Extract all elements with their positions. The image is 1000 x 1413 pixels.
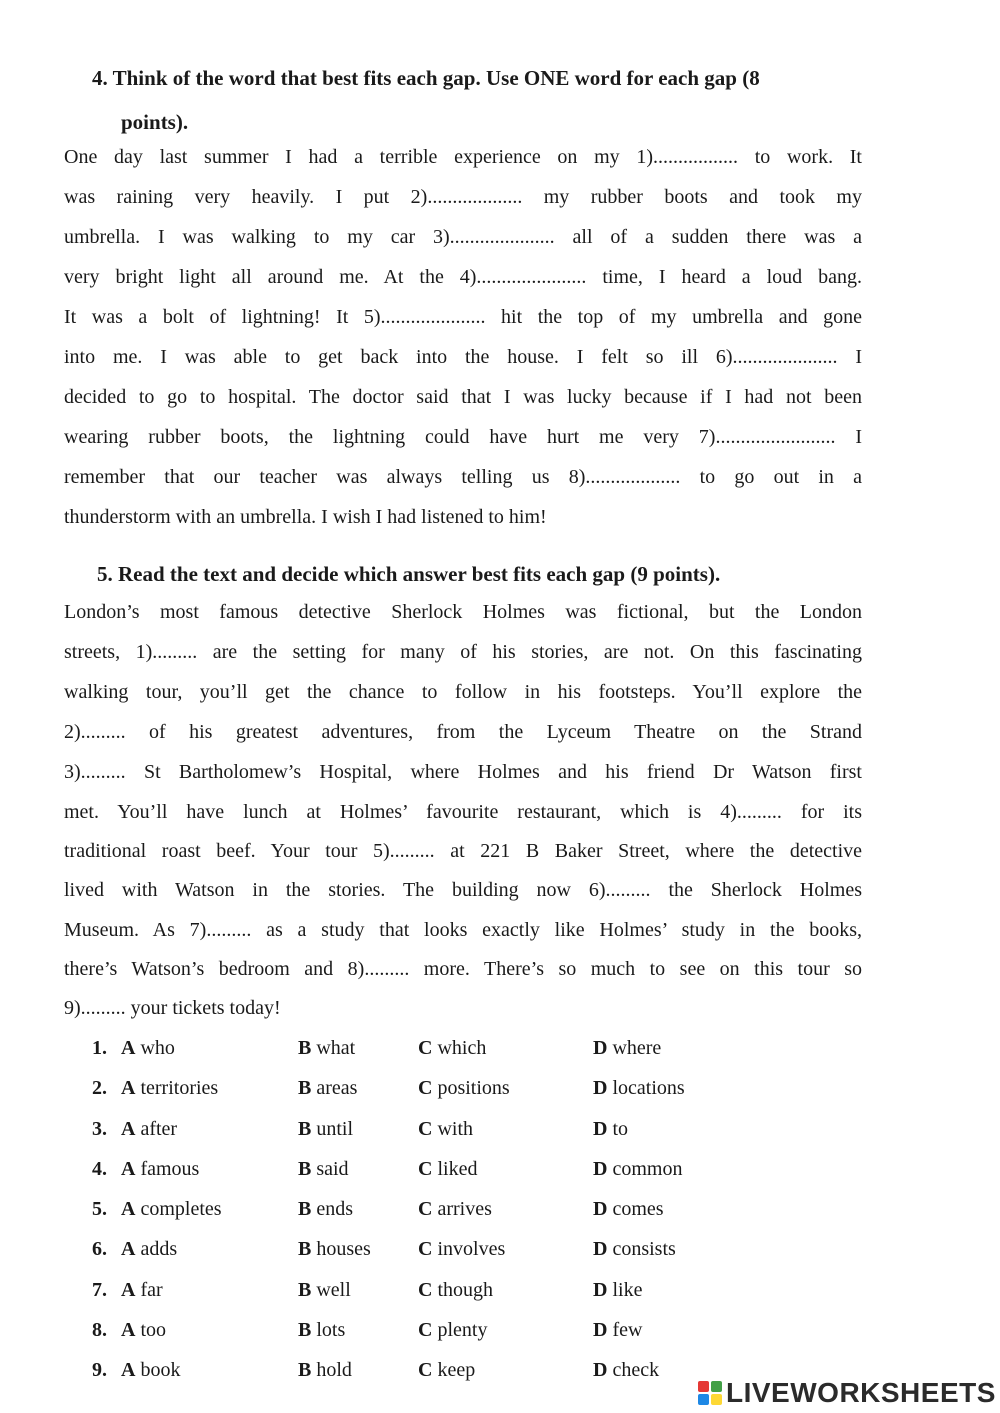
option-row [92, 1234, 732, 1274]
option-letter: B [298, 1359, 312, 1382]
option-word: far [140, 1278, 163, 1301]
option-c [418, 1359, 475, 1382]
option-c [418, 1077, 510, 1100]
option-letter: A [121, 1319, 136, 1342]
option-b [298, 1359, 352, 1382]
section5-line-1: London’s most famous detective Sherlock Holmes was fictional, but the London [64, 601, 862, 623]
option-d [593, 1198, 664, 1221]
option-letter: A [121, 1238, 136, 1261]
option-letter: D [593, 1077, 608, 1100]
option-word: too [140, 1319, 167, 1342]
option-letter: C [418, 1278, 433, 1301]
logo-grid-icon [698, 1381, 722, 1405]
option-d [593, 1319, 642, 1342]
section4-line-5: It was a bolt of lightning! It 5)..................... hit the top of my umbrella and gone [64, 306, 862, 328]
logo-square-yellow [711, 1394, 722, 1405]
option-letter: C [418, 1077, 433, 1100]
option-letter: D [593, 1198, 608, 1221]
option-d [593, 1077, 685, 1100]
option-d [593, 1238, 676, 1261]
option-word: with [437, 1117, 474, 1140]
option-letter: A [121, 1157, 136, 1180]
option-word: like [612, 1278, 643, 1301]
section5-line-8: lived with Watson in the stories. The building now 6)......... the Sherlock Holmes [64, 879, 862, 901]
section5-line-11: 9)......... your tickets today! [64, 997, 281, 1019]
option-letter: B [298, 1077, 312, 1100]
liveworksheets-logo [698, 1376, 996, 1410]
section5-line-7: traditional roast beef. Your tour 5)......... at 221 B Baker Street, where the detective [64, 840, 862, 862]
option-word: plenty [437, 1319, 488, 1342]
option-word: which [437, 1037, 487, 1059]
option-word: involves [437, 1238, 506, 1261]
option-letter: D [593, 1157, 608, 1180]
option-c [418, 1279, 493, 1302]
option-letter: C [418, 1359, 433, 1382]
option-d [593, 1158, 682, 1181]
option-letter: B [298, 1198, 312, 1221]
option-b [298, 1319, 345, 1342]
option-a [121, 1198, 222, 1221]
option-letter: B [298, 1278, 312, 1301]
section5-line-4: 2)......... of his greatest adventures, from the Lyceum Theatre on the Strand [64, 721, 862, 743]
option-d [593, 1279, 642, 1302]
option-row [92, 1315, 732, 1355]
option-number: 9. [92, 1359, 107, 1382]
option-number: 8. [92, 1319, 107, 1342]
option-word: though [437, 1278, 494, 1301]
option-number: 7. [92, 1278, 107, 1301]
option-letter: C [418, 1117, 433, 1140]
option-a [121, 1037, 175, 1060]
option-word: common [612, 1157, 683, 1180]
section5-line-10: there’s Watson’s bedroom and 8)......... more. There’s so much to see on this tour so [64, 958, 862, 980]
option-word: check [612, 1359, 660, 1382]
section5-line-5: 3)......... St Bartholomew’s Hospital, where Holmes and his friend Dr Watson first [64, 761, 862, 783]
option-word: lots [316, 1319, 346, 1342]
option-word: to [612, 1117, 629, 1140]
option-letter: C [418, 1037, 433, 1059]
option-b [298, 1037, 355, 1060]
option-letter: C [418, 1238, 433, 1261]
option-b [298, 1118, 353, 1141]
option-a [121, 1238, 177, 1261]
option-b [298, 1077, 357, 1100]
option-b [298, 1158, 349, 1181]
section4-heading-cont: points). [121, 110, 189, 134]
section4-line-8: wearing rubber boots, the lightning could have hurt me very 7)........................ I [64, 426, 862, 448]
option-word: positions [437, 1077, 510, 1100]
option-letter: C [418, 1319, 433, 1342]
logo-text: LIVEWORKSHEETS [726, 1377, 996, 1408]
section5-line-3: walking tour, you’ll get the chance to follow in his footsteps. You’ll explore the [64, 681, 862, 703]
option-word: who [140, 1037, 175, 1059]
option-number: 2. [92, 1077, 107, 1100]
answer-options-table [92, 1033, 732, 1396]
option-letter: A [121, 1198, 136, 1221]
option-c [418, 1158, 477, 1181]
option-word: adds [140, 1238, 178, 1261]
option-c [418, 1037, 486, 1060]
option-word: book [140, 1359, 181, 1382]
option-c [418, 1238, 505, 1261]
option-number: 1. [92, 1037, 107, 1059]
option-letter: D [593, 1238, 608, 1261]
option-a [121, 1118, 177, 1141]
option-b [298, 1198, 353, 1221]
option-letter: A [121, 1117, 136, 1140]
option-letter: B [298, 1037, 312, 1059]
option-letter: B [298, 1117, 312, 1140]
option-word: well [316, 1278, 351, 1301]
option-word: comes [612, 1198, 664, 1221]
option-word: famous [140, 1157, 200, 1180]
option-row [92, 1194, 732, 1234]
option-letter: A [121, 1278, 136, 1301]
option-letter: D [593, 1359, 608, 1382]
option-d [593, 1118, 628, 1141]
option-word: until [316, 1117, 354, 1140]
option-letter: B [298, 1238, 312, 1261]
section5-heading: 5. Read the text and decide which answer best fits each gap (9 points). [97, 562, 721, 586]
option-letter: D [593, 1278, 608, 1301]
option-word: after [140, 1117, 178, 1140]
option-word: few [612, 1319, 643, 1342]
option-a [121, 1359, 180, 1382]
option-letter: A [121, 1359, 136, 1382]
section4-line-3: umbrella. I was walking to my car 3)..................... all of a sudden there was a [64, 226, 862, 248]
option-word: territories [140, 1077, 219, 1100]
option-letter: D [593, 1319, 608, 1342]
option-word: hold [316, 1359, 352, 1382]
option-word: liked [437, 1157, 478, 1180]
option-row [92, 1154, 732, 1194]
option-word: ends [316, 1198, 354, 1221]
option-c [418, 1118, 473, 1141]
option-b [298, 1279, 351, 1302]
option-row [92, 1073, 732, 1113]
option-letter: B [298, 1157, 312, 1180]
option-letter: D [593, 1037, 608, 1059]
option-word: locations [612, 1077, 685, 1100]
option-letter: D [593, 1117, 608, 1140]
section4-line-9: remember that our teacher was always telling us 8)................... to go out in a [64, 466, 862, 488]
option-letter: B [298, 1319, 312, 1342]
option-number: 4. [92, 1157, 107, 1180]
option-b [298, 1238, 371, 1261]
option-word: areas [316, 1077, 358, 1100]
section4-heading: 4. Think of the word that best fits each gap. Use ONE word for each gap (8 [92, 66, 760, 90]
option-a [121, 1319, 166, 1342]
option-letter: C [418, 1198, 433, 1221]
section5-line-2: streets, 1)......... are the setting for many of his stories, are not. On this fascinating [64, 641, 862, 663]
option-a [121, 1158, 199, 1181]
section4-line-10: thunderstorm with an umbrella. I wish I had listened to him! [64, 506, 547, 528]
section5-line-6: met. You’ll have lunch at Holmes’ favourite restaurant, which is 4)......... for its [64, 801, 862, 823]
option-letter: C [418, 1157, 433, 1180]
option-c [418, 1198, 492, 1221]
logo-square-red [698, 1381, 709, 1392]
section4-line-4: very bright light all around me. At the 4)...................... time, I heard a loud bang. [64, 266, 862, 288]
option-row [92, 1114, 732, 1154]
option-word: said [316, 1157, 349, 1180]
option-word: arrives [437, 1198, 492, 1221]
section4-line-6: into me. I was able to get back into the house. I felt so ill 6)..................... I [64, 346, 862, 368]
option-word: consists [612, 1238, 676, 1261]
option-number: 3. [92, 1117, 107, 1140]
option-d [593, 1359, 659, 1382]
option-word: where [612, 1037, 662, 1059]
option-word: what [316, 1037, 356, 1059]
section4-line-7: decided to go to hospital. The doctor said that I was lucky because if I had not been [64, 386, 862, 408]
section4-line-1: One day last summer I had a terrible experience on my 1)................. to work. It [64, 146, 862, 168]
option-letter: A [121, 1037, 136, 1059]
option-row [92, 1275, 732, 1315]
option-word: houses [316, 1238, 371, 1261]
option-row [92, 1033, 732, 1073]
option-word: keep [437, 1359, 476, 1382]
option-number: 6. [92, 1238, 107, 1261]
logo-square-blue [698, 1394, 709, 1405]
option-d [593, 1037, 661, 1060]
option-number: 5. [92, 1198, 107, 1221]
logo-square-green [711, 1381, 722, 1392]
section5-line-9: Museum. As 7)......... as a study that looks exactly like Holmes’ study in the books, [64, 919, 862, 941]
section4-line-2: was raining very heavily. I put 2)................... my rubber boots and took my [64, 186, 862, 208]
option-letter: A [121, 1077, 136, 1100]
option-row [92, 1355, 732, 1395]
option-word: completes [140, 1198, 222, 1221]
option-a [121, 1077, 218, 1100]
option-a [121, 1279, 163, 1302]
option-c [418, 1319, 487, 1342]
